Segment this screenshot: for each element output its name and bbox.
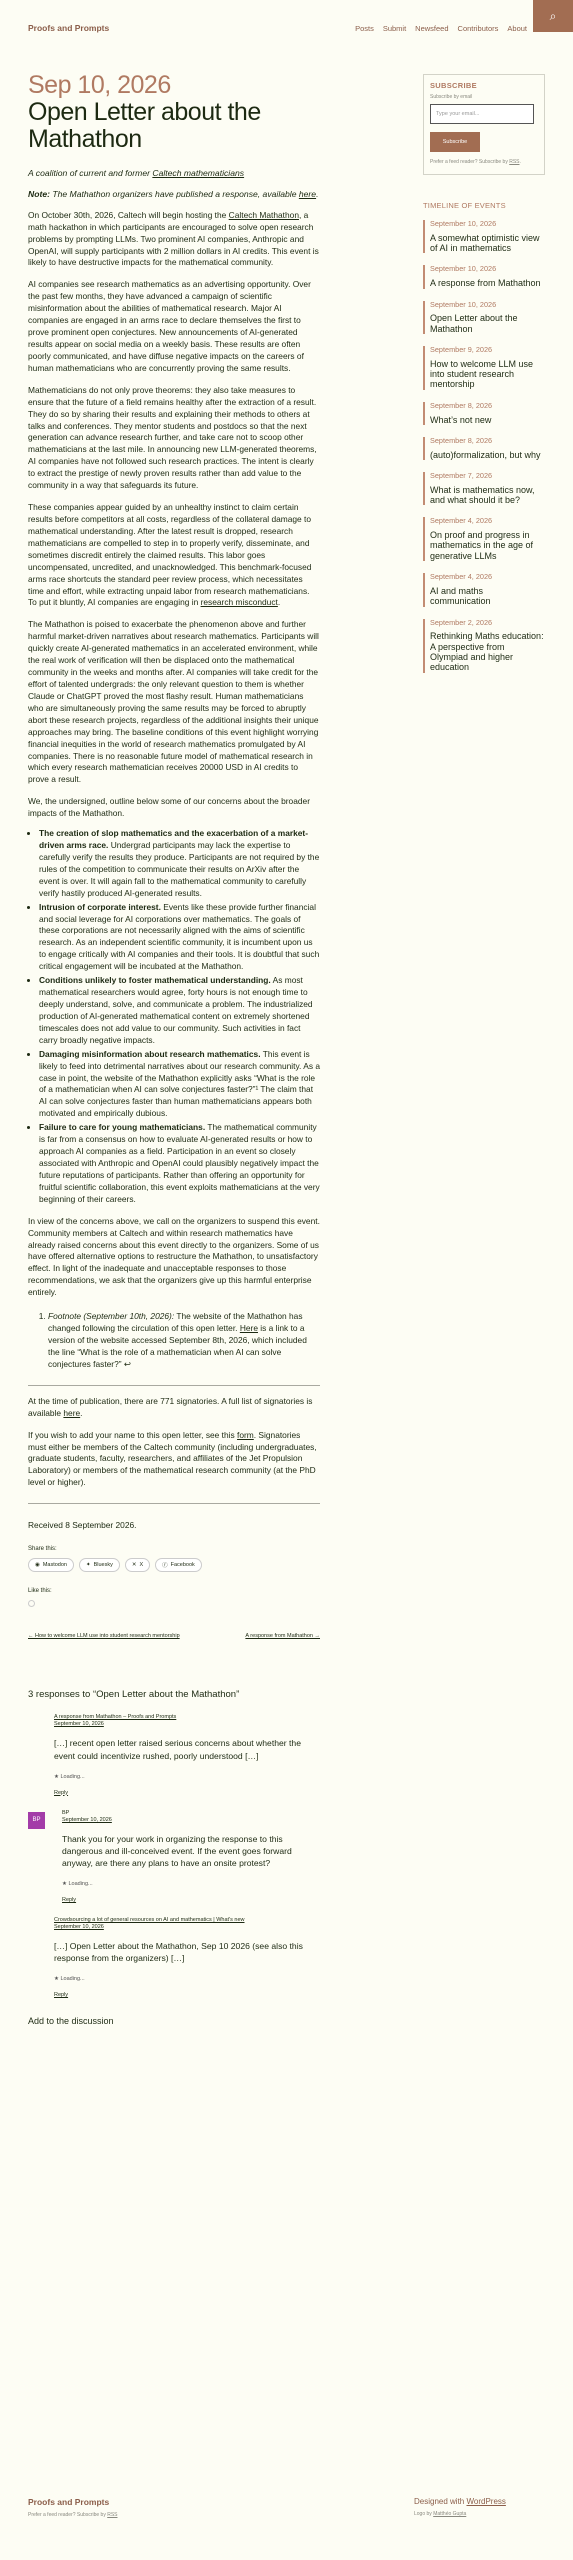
comment-text: […] Open Letter about the Mathathon, Sep 10 2026 (see also this response from the organizers) […] xyxy=(54,1941,303,1964)
event-title[interactable]: How to welcome LLM use into student research mentorship xyxy=(430,358,534,390)
loading-spinner-icon xyxy=(28,1600,35,1607)
search-icon: ⌕ xyxy=(549,8,557,23)
email-input[interactable]: Type your email... xyxy=(430,104,534,124)
event-title[interactable]: What’s not new xyxy=(430,414,492,425)
timeline-event[interactable] xyxy=(423,472,545,505)
share-x-button[interactable] xyxy=(125,1558,150,1572)
signatories-text: At the time of publication, there are 771 signatories. A full list of signatories is available xyxy=(28,1395,313,1418)
comment-date-link[interactable]: September 10, 2026 xyxy=(54,1924,104,1931)
search-button[interactable] xyxy=(533,0,573,32)
caltech-mathathon-link[interactable]: Caltech Mathathon xyxy=(228,209,299,220)
timeline-list xyxy=(423,220,545,673)
share-label-text: Mastodon xyxy=(42,1562,67,1569)
share-label-text: Facebook xyxy=(170,1562,195,1569)
event-date: September 7, 2026 xyxy=(430,470,493,480)
timeline-event[interactable] xyxy=(423,346,545,390)
concern-text: Events like these provide further financial and social leverage for AI corporations over mathematics. The goals of these corporations are not necessarily aligned with the aims of scientific research. As an independent scientific community, it is incumbent upon us to engage critically with AI companies and their tools. It is doubtful that such critical engagement will be incubated at the Mathathon. xyxy=(39,901,320,972)
note-here-link[interactable]: here xyxy=(298,188,317,199)
avatar: BP xyxy=(28,1812,45,1829)
note-end: . xyxy=(316,188,319,199)
post-title: Open Letter about the Mathathon xyxy=(28,98,261,153)
like-loading xyxy=(62,1881,320,1887)
note-text: The Mathathon organizers have published a response, available xyxy=(49,188,299,199)
event-date: September 4, 2026 xyxy=(430,516,493,526)
signatories-section xyxy=(28,1396,320,1489)
star-icon: ★ xyxy=(54,1773,61,1780)
share-buttons xyxy=(28,1558,320,1572)
main-nav xyxy=(355,24,527,33)
received-date: Received 8 September 2026. xyxy=(28,1520,137,1531)
event-title[interactable]: A somewhat optimistic view of AI in mathematics xyxy=(430,232,540,254)
bluesky-icon: ✦ xyxy=(85,1562,91,1569)
concern-title: Failure to care for young mathematicians. xyxy=(39,1122,206,1133)
next-post-link[interactable]: A response from Mathathon → xyxy=(245,1633,320,1640)
footnote-text-a: The website of the Mathathon has changed following the circulation of this open letter. xyxy=(48,1311,303,1334)
paragraph-2: AI companies see research mathematics as an advertising opportunity. Over the past few months, they have advanced a campaign of scientific misinformation about the abilities of mathematical research. Major AI companies are engaged in an arms race to declare themselves the first to prove prominent open conjectures. New announcements of AI-generated results appear on social media on a weekly basis. These results are often poorly communicated, and have diffuse negative impacts on the careers of human mathematicians who are concurrently proving the same results. xyxy=(28,279,311,373)
comment-text: Thank you for your work in organizing the response to this dangerous and ill-conceived event. If the event goes forward anyway, are there any plans to have an onsite protest? xyxy=(62,1833,292,1868)
footer-designed xyxy=(414,2497,506,2506)
event-title[interactable]: (auto)formalization, but why xyxy=(430,449,541,460)
loading-text: Loading... xyxy=(60,1976,85,1983)
subscribe-box xyxy=(423,74,545,175)
footnotes xyxy=(28,1311,320,1371)
footnote-item xyxy=(48,1311,320,1371)
paragraph-4 xyxy=(28,502,320,609)
footer-rss-link[interactable]: RSS xyxy=(107,2512,118,2518)
footer-logo-credit xyxy=(414,2511,506,2517)
concern-title: The creation of slop mathematics and the exacerbation of a market-driven arms race. xyxy=(39,828,309,851)
star-icon: ★ xyxy=(54,1976,61,1983)
concern-title: Conditions unlikely to foster mathematical understanding. xyxy=(39,975,271,986)
like-loading xyxy=(54,1976,320,1982)
concern-item xyxy=(39,1122,320,1205)
comment xyxy=(28,1810,320,1903)
share-label-text: Bluesky xyxy=(93,1562,113,1569)
concern-text: The mathematical community is far from a consensus on how to evaluate AI-generated results or how to approach AI companies as a field. Participation in an event so closely associated with Anthropic and OpenAI could plausibly negatively impact the future reputations of participants. Rather than offering an opportunity for fruitful scientific collaboration, this event exploits mathematicians at the very beginning of their careers. xyxy=(39,1122,320,1204)
comment-author-link[interactable]: Crowdsourcing a lot of general resources on AI and mathematics | What's new xyxy=(54,1916,245,1923)
wordpress-link[interactable]: WordPress xyxy=(466,2497,506,2506)
logo-author-link[interactable]: Matthéo Gupta xyxy=(433,2511,467,2517)
concern-item xyxy=(39,902,320,974)
rss-link[interactable]: RSS xyxy=(509,159,520,165)
mastodon-icon: ◉ xyxy=(35,1562,40,1569)
event-title[interactable]: What is mathematics now, and what should it be? xyxy=(430,484,535,506)
nav-contributors[interactable]: Contributors xyxy=(457,24,499,33)
previous-post-link[interactable]: ← How to welcome LLM use into student research mentorship xyxy=(28,1633,180,1640)
divider xyxy=(28,1385,320,1386)
timeline-title: TIMELINE OF EVENTS xyxy=(423,201,506,210)
paragraph-5: The Mathathon is poised to exacerbate the phenomenon above and further harmful market-driven narratives about research mathematics. Participants will quickly create AI-generated mathematics in an accelerated environment, while the real work of verification will then be displaced onto the mathematical community in the weeks and months after. AI companies will take credit for the effort of talented undergrads: the only relevant question to them is whether Claude or ChatGPT proved the most flashy result. Human mathematicians who are simultaneously proving the same results may be forced to abruptly abort these research projects, regardless of the additional insights their unique approaches may bring. The baseline conditions of this event highlight worrying financial inequities in the world of research mathematics promulgated by AI companies. There is no reasonable future model of mathematical research in which every research mathematician receives 20000 USD in AI credits to prove a result. xyxy=(28,619,319,785)
p4-text-a: These companies appear guided by an unhealthy instinct to claim certain results before competitors at all costs, regardless of the collateral damage to mathematical understanding. After the latest result is dropped, research mathematicians are compelled to step in to properly verify, disseminate, and sometimes discredit entirely the claimed results. This labor goes uncompensated, uncredited, and unacknowledged. This benchmark-focused arms race shortcuts the standard peer review process, which necessitates time and effort, while extracting unpaid labor from research mathematicians. To put it bluntly, AI companies are engaging in xyxy=(28,502,312,608)
logo-credit-text: Logo by xyxy=(414,2511,434,2517)
add-name-text-b: . Signatories must either be members of the Caltech community (including undergraduates, graduate students, faculty, researchers, and affiliates of the Jet Propulsion Laboratory) or members of the mathematical research community (at the PhD level or higher). xyxy=(28,1429,317,1488)
comment-author-link[interactable]: A response from Mathathon – Proofs and Prompts xyxy=(54,1714,177,1721)
footer-right xyxy=(414,2497,506,2517)
event-title[interactable]: On proof and progress in mathematics in the age of generative LLMs xyxy=(430,530,534,561)
reply-link[interactable]: Reply xyxy=(54,1992,69,1999)
post-content xyxy=(28,72,320,2026)
paragraph-1 xyxy=(28,210,320,270)
star-icon: ★ xyxy=(62,1880,69,1887)
footer-site-title[interactable]: Proofs and Prompts xyxy=(28,2497,110,2507)
site-header xyxy=(0,0,573,32)
like-label: Like this: xyxy=(28,1588,52,1595)
concern-item xyxy=(39,1049,320,1121)
comment-date-link[interactable]: September 10, 2026 xyxy=(62,1816,112,1823)
timeline-event[interactable] xyxy=(423,301,545,334)
note-label: Note: xyxy=(28,188,50,199)
comment xyxy=(28,1714,320,1795)
signatories-paragraph xyxy=(28,1396,320,1420)
facebook-icon: ⓕ xyxy=(162,1563,168,1570)
event-title[interactable]: AI and maths communication xyxy=(430,585,491,607)
footer-left xyxy=(28,2497,118,2518)
event-date: September 10, 2026 xyxy=(430,219,497,228)
concern-item xyxy=(39,975,320,1047)
subscribe-subtitle: Subscribe by email xyxy=(430,94,473,100)
nav-newsfeed[interactable]: Newsfeed xyxy=(415,24,449,33)
add-name-paragraph xyxy=(28,1430,320,1490)
share-mastodon-button[interactable] xyxy=(28,1558,74,1572)
nav-posts[interactable]: Posts xyxy=(355,24,374,33)
concern-title: Intrusion of corporate interest. xyxy=(39,901,161,912)
form-link[interactable]: form xyxy=(237,1429,254,1440)
event-title[interactable]: Rethinking Maths education: A perspective from Olympiad and higher education xyxy=(430,631,544,673)
comment-meta xyxy=(54,1714,320,1728)
p1-text-b: , a math hackathon in which participants are encouraged to solve open research problems by prompting LLMs. Two prominent AI companies, Anthropic and OpenAI, will supply participants with 2 million dollars in AI credits. This event is likely to have destructive impacts for the mathematical community. xyxy=(28,209,319,268)
comment-author: BP xyxy=(62,1809,70,1816)
timeline-event[interactable] xyxy=(423,517,545,561)
event-title[interactable]: A response from Mathathon xyxy=(430,278,541,289)
comment-meta xyxy=(54,1917,320,1931)
share-label: Share this: xyxy=(28,1546,57,1553)
p1-text-a: On October 30th, 2026, Caltech will begin hosting the xyxy=(28,209,229,220)
share-label-text: X xyxy=(139,1562,144,1569)
post-date: Sep 10, 2026 xyxy=(28,71,171,99)
reply-link[interactable]: Reply xyxy=(62,1896,77,1903)
footnote-text-b: is a link to a version of the website accessed September 8th, 2026, which included the line “What is the role of a mathematician when AI can solve conjectures faster?” ↩ xyxy=(48,1323,307,1369)
comment xyxy=(28,1917,320,1998)
paragraph-6: We, the undersigned, outline below some of our concerns about the broader impacts of the Mathathon. xyxy=(28,796,310,819)
post-navigation xyxy=(28,1633,320,1639)
caltech-mathematicians-link[interactable]: Caltech mathematicians xyxy=(152,167,245,178)
post-body-continued xyxy=(28,1216,320,1299)
x-icon: ✕ xyxy=(131,1562,137,1569)
event-date: September 9, 2026 xyxy=(430,344,493,354)
sidebar xyxy=(423,74,545,685)
rss-note-end: . xyxy=(519,159,521,165)
divider xyxy=(28,1503,320,1504)
footer-rss-text: Prefer a feed reader? Subscribe by xyxy=(28,2512,108,2518)
footnote-here-link[interactable]: Here xyxy=(239,1323,258,1334)
event-date: September 10, 2026 xyxy=(430,264,497,274)
nav-about[interactable]: About xyxy=(507,24,527,33)
timeline-event[interactable] xyxy=(423,619,545,673)
post-intro xyxy=(28,168,320,178)
comment-text: […] recent open letter raised serious concerns about whether the event could incentivize rushed, poorly understood […] xyxy=(54,1738,301,1761)
share-bluesky-button[interactable] xyxy=(79,1558,120,1572)
event-date: September 2, 2026 xyxy=(430,617,493,627)
event-date: September 4, 2026 xyxy=(430,572,493,582)
reply-link[interactable]: Reply xyxy=(54,1789,69,1796)
intro-text: A coalition of current and former xyxy=(28,167,153,178)
like-loading xyxy=(54,1774,320,1780)
signatories-end: . xyxy=(80,1407,83,1418)
timeline-event[interactable] xyxy=(423,573,545,606)
concern-text: Undergrad participants may lack the expertise to carefully verify the results they produce. Participants are not required by the rules of the competition to communicate their results on ArXiv after the event is over. It will again fall to the mathematical community to carefully verify hastily produced AI-generated results. xyxy=(39,840,320,898)
timeline-event[interactable] xyxy=(423,220,545,253)
add-discussion-heading: Add to the discussion xyxy=(28,2016,114,2027)
comment-meta xyxy=(62,1810,320,1824)
event-date: September 8, 2026 xyxy=(430,400,493,410)
concerns-list xyxy=(28,828,320,1206)
event-date: September 8, 2026 xyxy=(430,435,493,445)
rss-note-text: Prefer a feed reader? Subscribe by xyxy=(430,159,510,165)
responses-title: 3 responses to “Open Letter about the Mathathon” xyxy=(28,1689,240,1701)
event-title[interactable]: Open Letter about the Mathathon xyxy=(430,313,518,334)
site-title[interactable]: Proofs and Prompts xyxy=(28,23,110,33)
research-misconduct-link[interactable]: research misconduct xyxy=(200,597,278,608)
concern-text: This event is likely to feed into detrimental narratives about our research community. As a case in point, the website of the Mathathon explicitly asks “What is the role of a mathematician when AI can solve conjectures faster?”¹ The claim that AI can solve conjectures faster than human mathematicians appears both motivated and empirically dubious. xyxy=(39,1048,321,1119)
comment-date-link[interactable]: September 10, 2026 xyxy=(54,1721,104,1728)
paragraph-7: In view of the concerns above, we call on the organizers to suspend this event. Community members at Caltech and within research mathematics have already raised concerns about this event directly to the organizers. Some of us have offered alternative options to restructure the Mathathon, to unsatisfactory effect. In light of the inadequate and unacceptable responses to those recommendations, we ask that the organizers give up this harmful enterprise entirely. xyxy=(28,1215,320,1298)
post-body xyxy=(28,210,320,820)
share-facebook-button[interactable] xyxy=(155,1558,202,1572)
subscribe-title: SUBSCRIBE xyxy=(430,81,477,90)
concern-text: As most mathematical researchers would agree, forty hours is not enough time to deeply understand, solve, and communicate a problem. The industrialized production of AI-generated mathematical content on extremely shortened timescales does not add value to our community. Such activities in fact carry broadly negative impacts. xyxy=(39,975,313,1045)
event-date: September 10, 2026 xyxy=(430,299,497,309)
footer-rss-note xyxy=(28,2512,118,2518)
add-name-text-a: If you wish to add your name to this open letter, see this xyxy=(28,1429,238,1440)
footnote-label: Footnote (September 10th, 2026): xyxy=(48,1311,175,1322)
paragraph-3: Mathematicians do not only prove theorems: they also take measures to ensure that the future of a field remains healthy after the extraction of a result. They do so by sharing their results and explaining their methods to others at talks and conferences. They mentor students and postdocs so that the next generation can advance research further, and take care not to scoop other mathematicians at the last mile. In announcing new LLM-generated theorems, AI companies have not followed such research practices. The intent is clearly to extract the prestige of newly proven results rather than add value to the community in a way that safeguards its future. xyxy=(28,384,317,491)
subscribe-button[interactable]: Subscribe xyxy=(430,132,480,152)
timeline-event[interactable] xyxy=(423,402,545,425)
concern-title: Damaging misinformation about research mathematics. xyxy=(39,1048,261,1059)
timeline-event[interactable] xyxy=(423,437,545,460)
signatories-here-link[interactable]: here xyxy=(63,1407,81,1418)
concern-item xyxy=(39,828,320,900)
nav-submit[interactable]: Submit xyxy=(382,24,407,33)
timeline-event[interactable] xyxy=(423,265,545,288)
post-note xyxy=(28,188,320,200)
loading-text: Loading... xyxy=(68,1880,93,1887)
loading-text: Loading... xyxy=(60,1773,85,1780)
rss-note xyxy=(430,159,538,166)
p4-text-b: . xyxy=(277,597,281,608)
designed-text: Designed with xyxy=(414,2497,467,2506)
